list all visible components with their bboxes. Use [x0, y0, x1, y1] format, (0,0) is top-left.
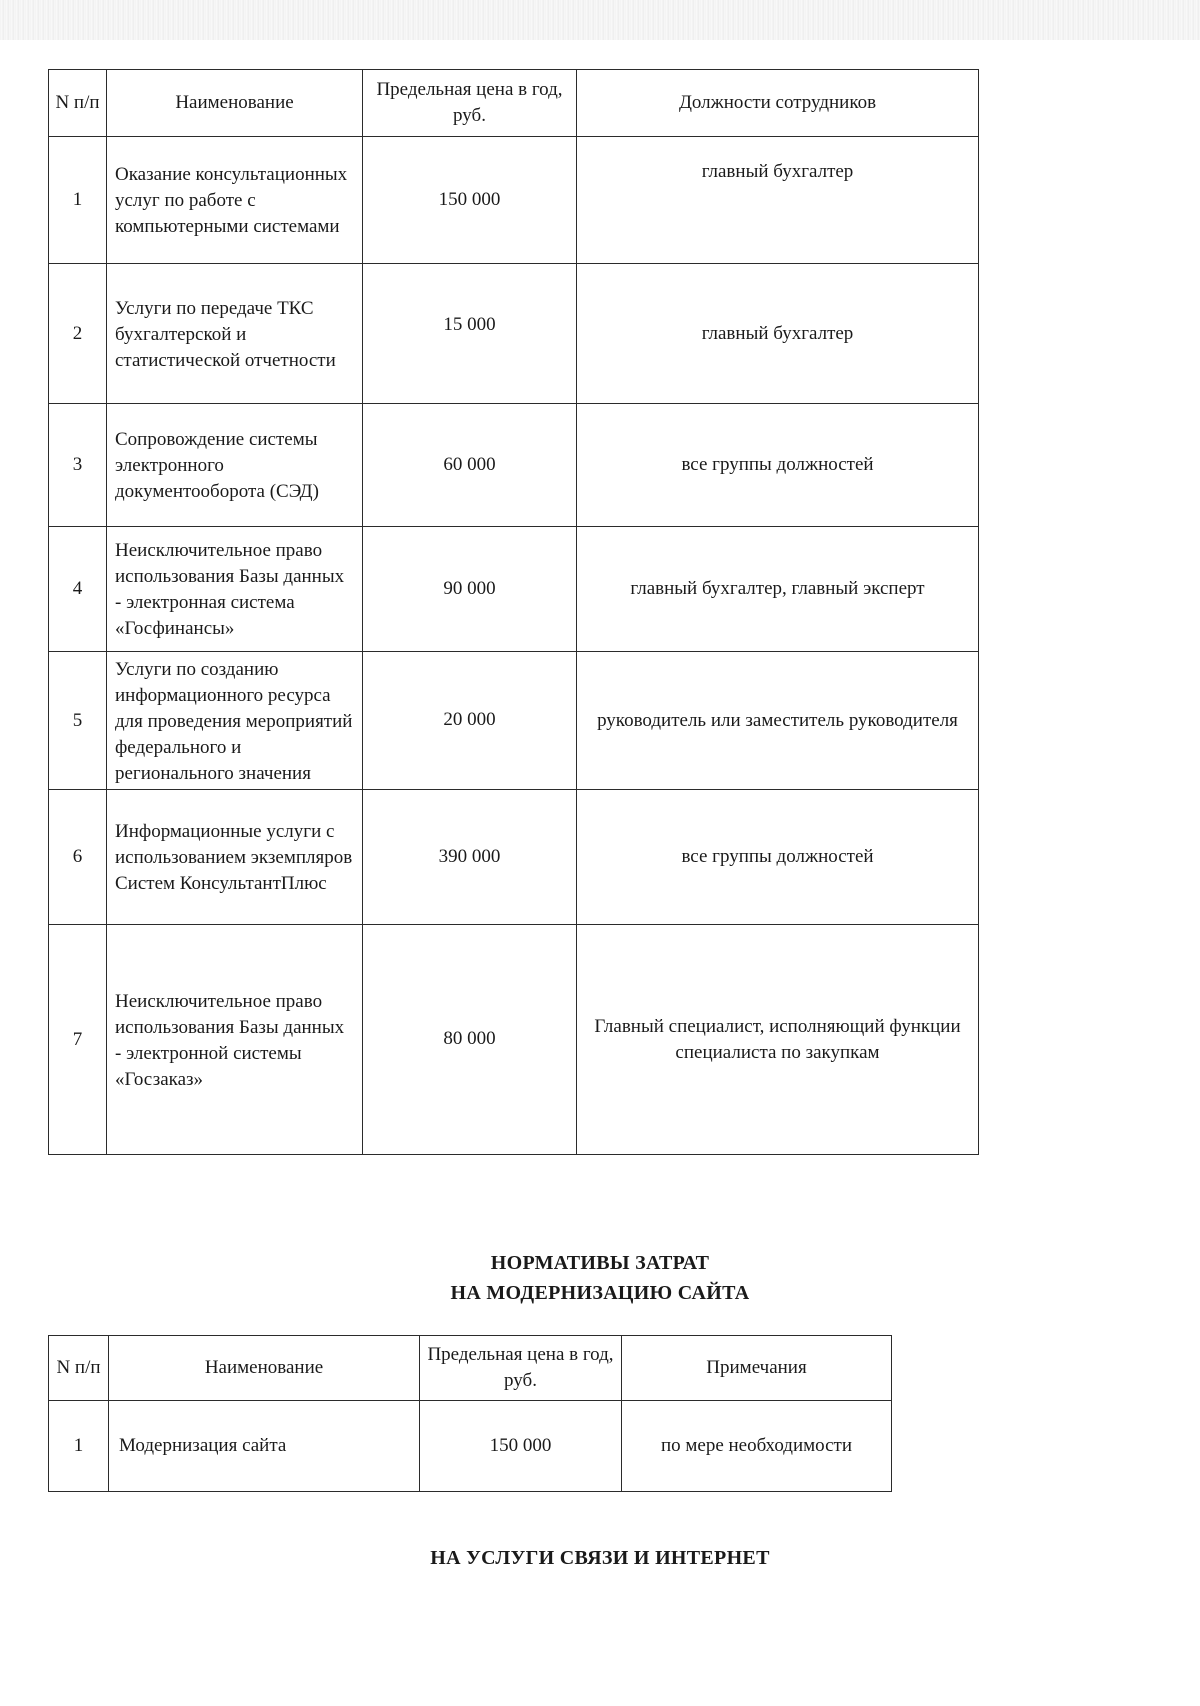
- table-row: [49, 1401, 892, 1492]
- table-header-row: [49, 70, 979, 137]
- row-price: 150 000: [363, 137, 577, 264]
- row-positions: руководитель или заместитель руководителя: [577, 652, 979, 790]
- header-price: Предельная цена в год, руб.: [363, 70, 577, 137]
- row-num: 2: [49, 264, 107, 404]
- table-row: [49, 404, 979, 527]
- row-num: 1: [49, 137, 107, 264]
- row-num: 3: [49, 404, 107, 527]
- costs-table-site-modernization: [48, 1335, 892, 1492]
- table-row: [49, 527, 979, 652]
- header-positions: Должности сотрудников: [577, 70, 979, 137]
- row-price: 20 000: [363, 652, 577, 790]
- row-positions: все группы должностей: [577, 790, 979, 925]
- row-name: Информационные услуги с использованием экземпляров Систем КонсультантПлюс: [107, 790, 363, 925]
- row-price: 90 000: [363, 527, 577, 652]
- section-title-modernization: [0, 1248, 1200, 1308]
- table-row: [49, 137, 979, 264]
- row-positions: главный бухгалтер, главный эксперт: [577, 527, 979, 652]
- row-num: 6: [49, 790, 107, 925]
- table-row: [49, 652, 979, 790]
- row-positions: Главный специалист, исполняющий функции специалиста по закупкам: [577, 925, 979, 1155]
- row-price: 60 000: [363, 404, 577, 527]
- row-price: 390 000: [363, 790, 577, 925]
- table-header-row: [49, 1336, 892, 1401]
- header-name: Наименование: [107, 70, 363, 137]
- row-name: Неисключительное право использования Базы данных - электронная система «Госфинансы»: [107, 527, 363, 652]
- header-name: Наименование: [109, 1336, 420, 1401]
- row-price: 150 000: [420, 1401, 622, 1492]
- table-row: [49, 264, 979, 404]
- row-notes: по мере необходимости: [622, 1401, 892, 1492]
- costs-table-it-services: [48, 69, 979, 1155]
- header-price: Предельная цена в год, руб.: [420, 1336, 622, 1401]
- header-num: N п/п: [49, 70, 107, 137]
- row-name: Неисключительное право использования Базы данных - электронной системы «Госзаказ»: [107, 925, 363, 1155]
- section-title-line2: НА МОДЕРНИЗАЦИЮ САЙТА: [450, 1282, 750, 1304]
- row-positions: главный бухгалтер: [577, 137, 979, 264]
- row-positions: главный бухгалтер: [577, 264, 979, 404]
- section-title-line1: НОРМАТИВЫ ЗАТРАТ: [490, 1252, 710, 1274]
- row-name: Сопровождение системы электронного документооборота (СЭД): [107, 404, 363, 527]
- row-positions: все группы должностей: [577, 404, 979, 527]
- row-name: Модернизация сайта: [109, 1401, 420, 1492]
- row-num: 5: [49, 652, 107, 790]
- row-name: Услуги по передаче ТКС бухгалтерской и статистической отчетности: [107, 264, 363, 404]
- row-num: 1: [49, 1401, 109, 1492]
- row-price: 80 000: [363, 925, 577, 1155]
- table-row: [49, 925, 979, 1155]
- header-num: N п/п: [49, 1336, 109, 1401]
- row-price: 15 000: [363, 264, 577, 404]
- row-name: Услуги по созданию информационного ресурса для проведения мероприятий федерального и регионального значения: [107, 652, 363, 790]
- scan-noise-strip: [0, 0, 1200, 40]
- header-notes: Примечания: [622, 1336, 892, 1401]
- section-title-communications: НА УСЛУГИ СВЯЗИ И ИНТЕРНЕТ: [430, 1547, 770, 1569]
- row-name: Оказание консультационных услуг по работе с компьютерными системами: [107, 137, 363, 264]
- table-row: [49, 790, 979, 925]
- row-num: 4: [49, 527, 107, 652]
- row-num: 7: [49, 925, 107, 1155]
